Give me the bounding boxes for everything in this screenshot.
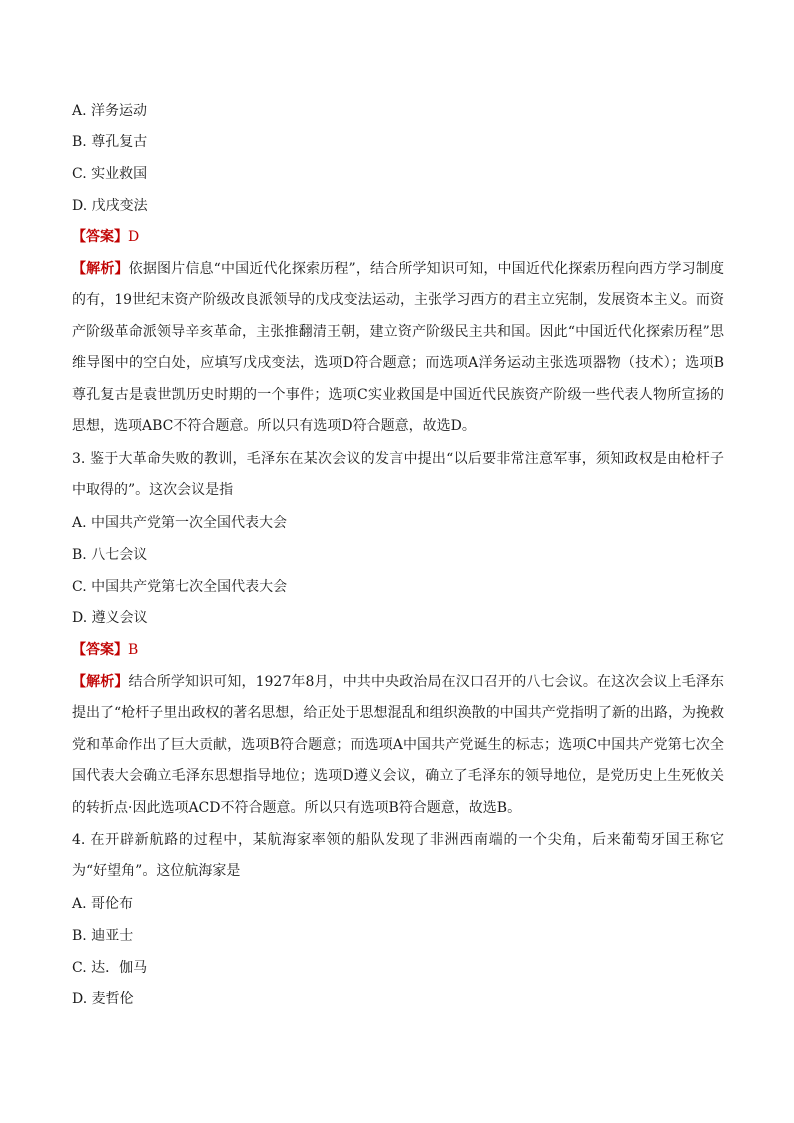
analysis-label: 【解析】 bbox=[72, 261, 129, 277]
q4-stem: 4. 在开辟新航路的过程中，某航海家率领的船队发现了非洲西南端的一个尖角，后来葡萄牙国王称它为“好望角”。这位航海家是 bbox=[72, 832, 724, 880]
analysis-text: 结合所学知识可知，1927年8月，中共中央政治局在汉口召开的八七会议。在这次会议上毛泽东提出了“枪杆子里出政权的著名思想，给正处于思想混乱和组织涣散的中国共产党指明了新的出路，为挽救党和革命作出了巨大贡献，选项B符合题意；而选项A中国共产党诞生的标志；选项C中国共产党第七次全国代表大会确立毛泽东思想指导地位；选项D遵义会议，确立了毛泽东的领导地位，是党历史上生死攸关的转折点·因此选项ACD不符合题意。所以只有选项B符合题意，故选B。 bbox=[72, 674, 724, 816]
q4-option-b: B. 迪亚士 bbox=[72, 928, 134, 944]
analysis-label: 【解析】 bbox=[72, 674, 129, 690]
q3-answer bbox=[72, 640, 138, 660]
q3-stem: 3. 鉴于大革命失败的教训，毛泽东在某次会议的发言中提出“以后要非常注意军事，须知政权是由枪杆子中取得的”。这次会议是指 bbox=[72, 451, 724, 499]
answer-value: B bbox=[128, 642, 139, 658]
q3-option-c: C. 中国共产党第七次全国代表大会 bbox=[72, 579, 288, 595]
answer-label: 【答案】 bbox=[72, 229, 128, 245]
q2-option-b: B. 尊孔复古 bbox=[72, 134, 148, 150]
q4-option-a: A. 哥伦布 bbox=[72, 896, 134, 912]
q4-option-d: D. 麦哲伦 bbox=[72, 991, 134, 1007]
answer-label: 【答案】 bbox=[72, 642, 128, 658]
q2-option-c: C. 实业救国 bbox=[72, 166, 148, 182]
q4-option-c: C. 达．伽马 bbox=[72, 960, 148, 976]
q3-option-d: D. 遵义会议 bbox=[72, 610, 148, 626]
document-page bbox=[72, 0, 724, 1123]
q3-option-a: A. 中国共产党第一次全国代表大会 bbox=[72, 515, 288, 531]
answer-value: D bbox=[128, 229, 140, 245]
q2-option-a: A. 洋务运动 bbox=[72, 103, 148, 119]
q2-answer bbox=[72, 227, 139, 247]
q2-option-d: D. 戊戌变法 bbox=[72, 198, 148, 214]
q3-option-b: B. 八七会议 bbox=[72, 547, 148, 563]
q2-analysis bbox=[72, 254, 724, 442]
q3-analysis bbox=[72, 667, 724, 824]
analysis-text: 依据图片信息“中国近代化探索历程”，结合所学知识可知，中国近代化探索历程向西方学习制度的有，19世纪末资产阶级改良派领导的戊戌变法运动，主张学习西方的君主立宪制，发展资本主义。而资产阶级革命派领导辛亥革命，主张推翻清王朝，建立资产阶级民主共和国。因此“中国近代化探索历程”思维导图中的空白处，应填写戊戌变法，选项D符合题意；而选项A洋务运动主张选项器物（技术）；选项B尊孔复古是袁世凯历史时期的一个事件；选项C实业救国是中国近代民族资产阶级一些代表人物所宣扬的思想，选项ABC不符合题意。所以只有选项D符合题意，故选D。 bbox=[72, 261, 725, 435]
